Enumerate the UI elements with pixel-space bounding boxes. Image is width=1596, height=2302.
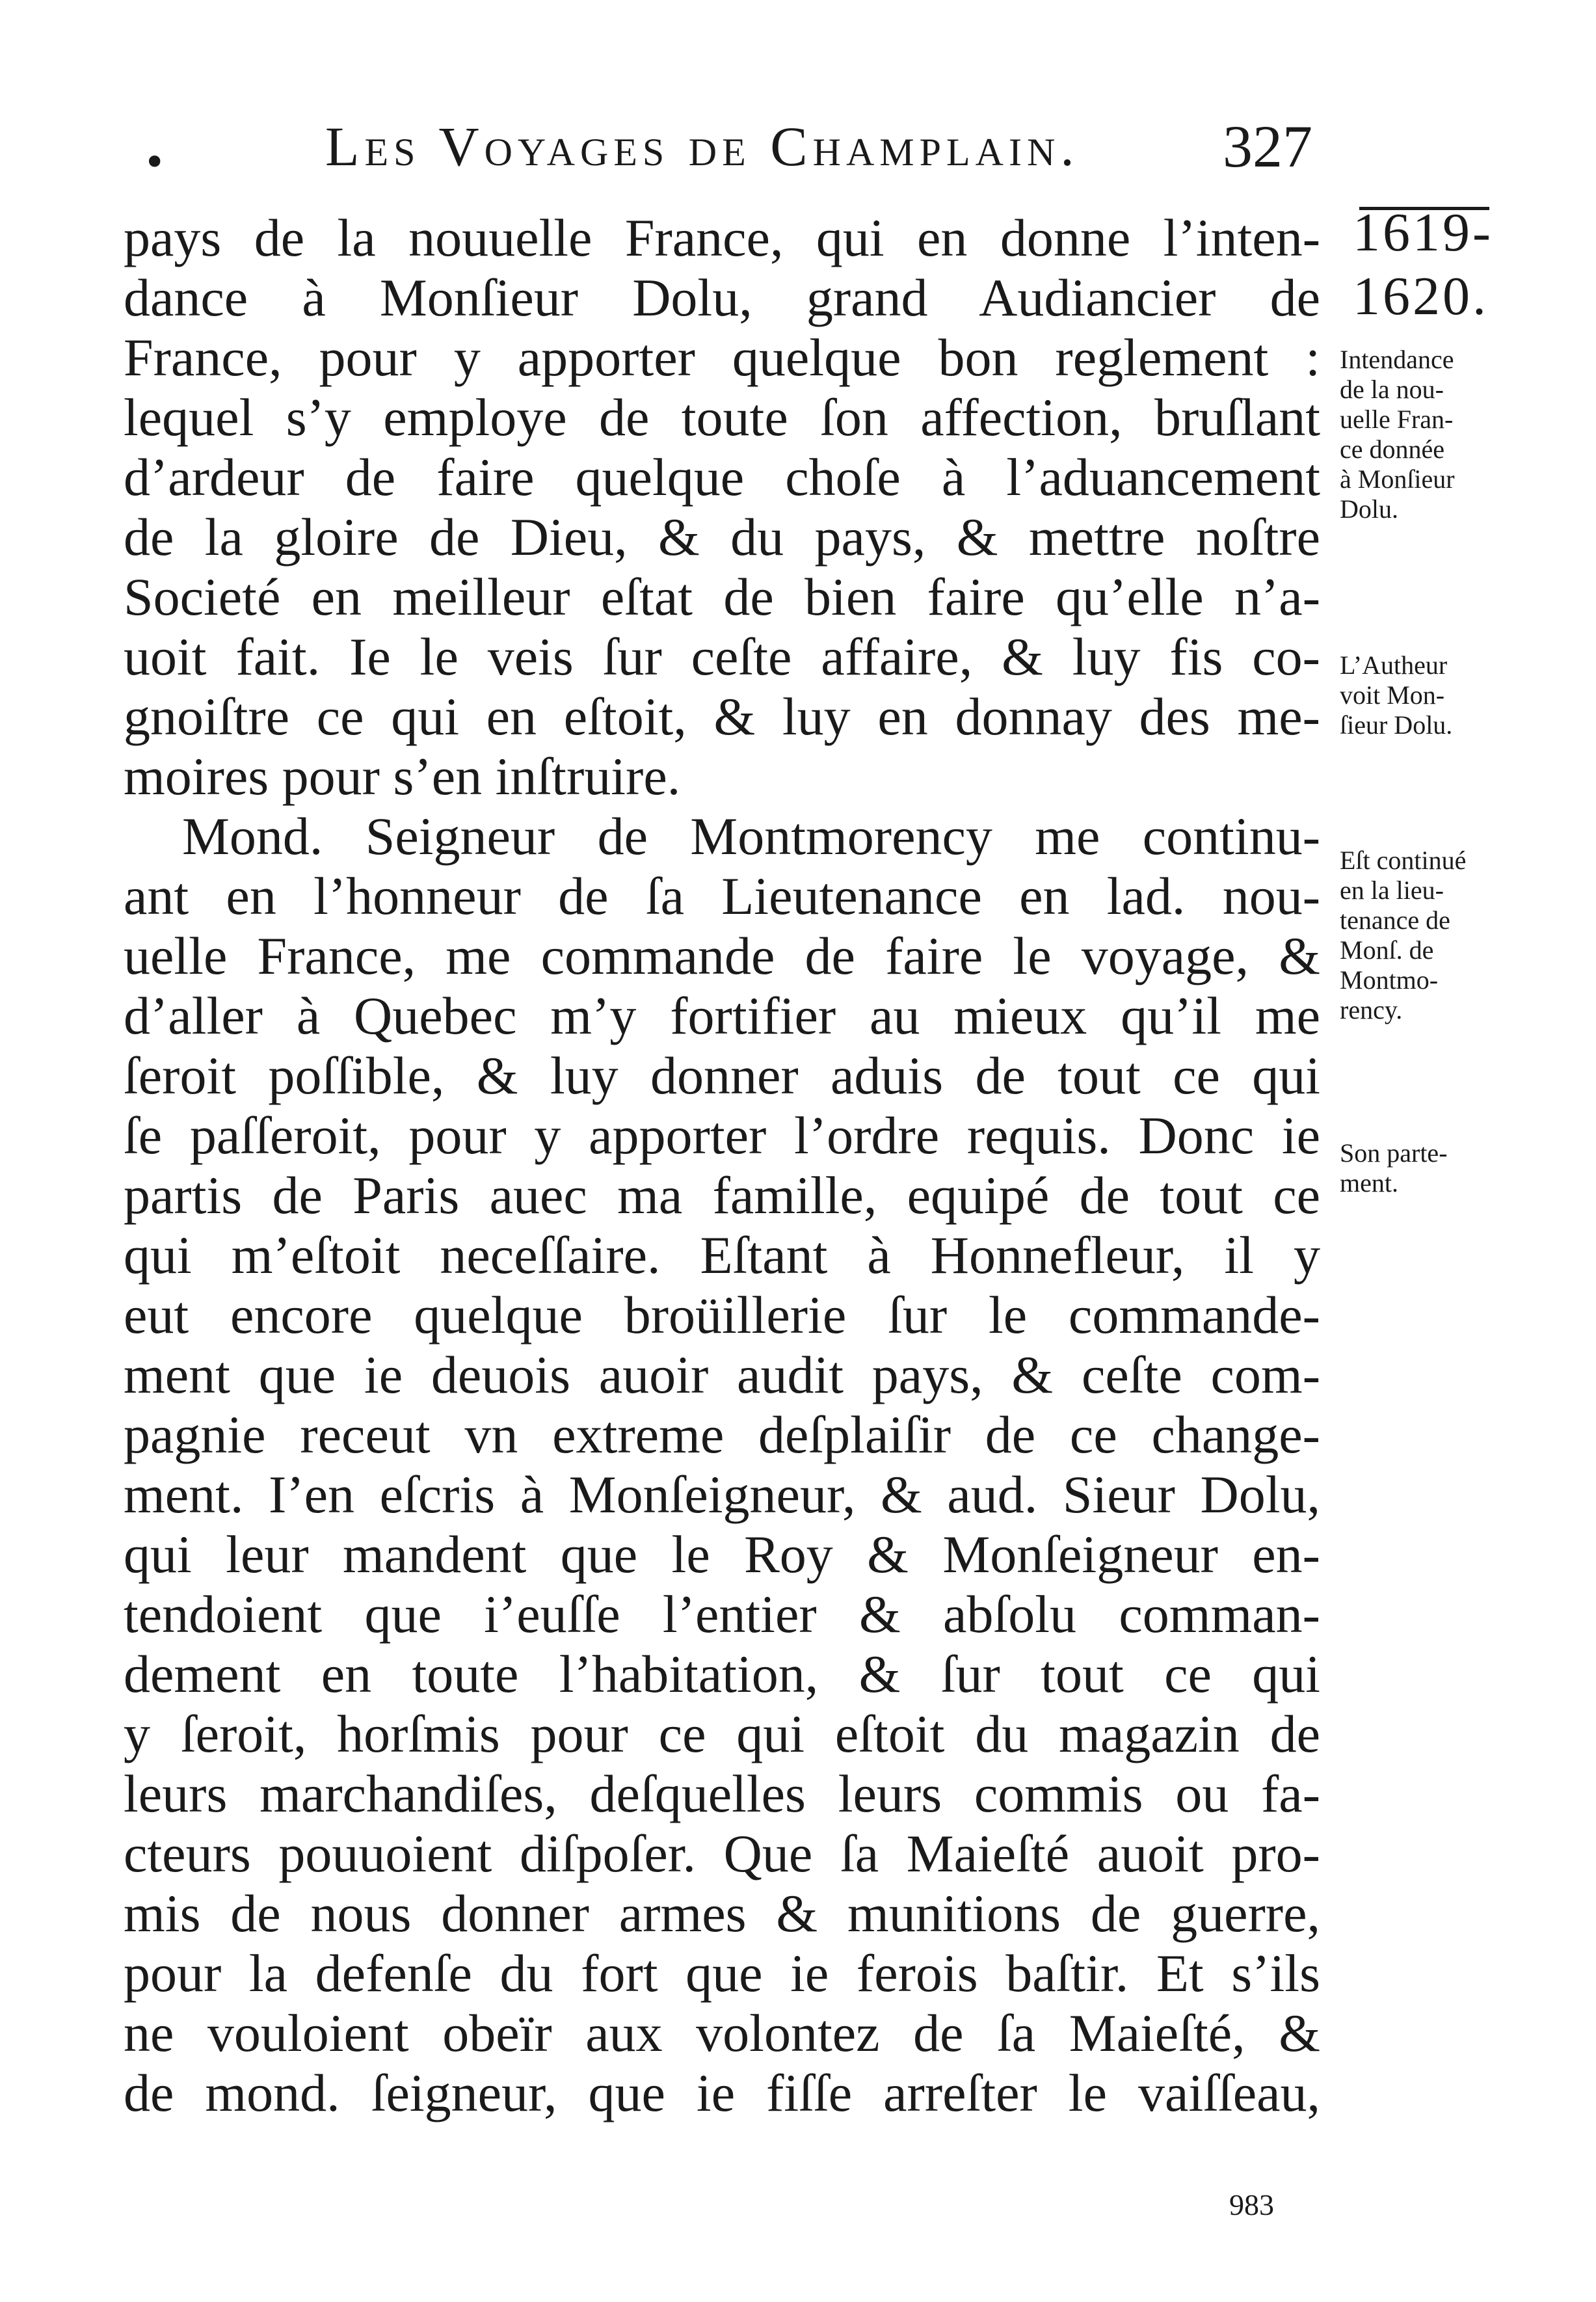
text-line: ne vouloient obeïr aux volontez de ſa Maieſté, &: [124, 2003, 1320, 2063]
text-line: eut encore quelque broüillerie ſur le commande-: [124, 1285, 1320, 1345]
running-header: [124, 111, 1333, 185]
text-line: y ſeroit, horſmis pour ce qui eſtoit du magazin de: [124, 1704, 1320, 1763]
note-line: Eſt continué: [1340, 846, 1467, 875]
note-line: Montmo-: [1340, 965, 1439, 995]
note-line: tenance de: [1340, 905, 1450, 935]
running-title: Les Voyages de Champlain.: [325, 115, 1080, 178]
body-text: [124, 208, 1320, 2123]
note-line: uelle Fran-: [1340, 405, 1454, 434]
text-line: uoit fait. Ie le veis ſur ceſte affaire, & luy fis co-: [124, 627, 1320, 686]
text-line: de mond. ſeigneur, que ie fiſſe arreſter le vaiſſeau,: [124, 2063, 1320, 2122]
note-line: L’Autheur: [1340, 650, 1448, 680]
note-line: à Monſieur: [1340, 464, 1455, 494]
text-line: qui m’eſtoit neceſſaire. Eſtant à Honnefleur, il y: [124, 1225, 1320, 1285]
margin-note-partement: [1340, 1138, 1554, 1198]
text-line: qui leur mandent que le Roy & Monſeigneur en-: [124, 1525, 1320, 1584]
note-line: ſieur Dolu.: [1340, 710, 1453, 740]
note-line: de la nou-: [1340, 375, 1444, 404]
note-line: Son parte-: [1340, 1138, 1448, 1168]
text-line: dance à Monſieur Dolu, grand Audiancier de: [124, 268, 1320, 327]
margin-note-autheur: [1340, 650, 1554, 740]
margin-note-lieutenance: [1340, 846, 1554, 1025]
text-line: d’aller à Quebec m’y fortifier au mieux qu’il me: [124, 986, 1320, 1045]
signature-mark: 983: [1229, 2188, 1274, 2221]
header-mark: •: [143, 140, 166, 185]
note-line: voit Mon-: [1340, 680, 1445, 710]
note-line: ment.: [1340, 1168, 1398, 1198]
text-line: ment que ie deuois auoir audit pays, & ceſte com-: [124, 1345, 1320, 1404]
text-line: ſeroit poſſible, & luy donner aduis de tout ce qui: [124, 1046, 1320, 1105]
text-line: tendoient que i’euſſe l’entier & abſolu comman-: [124, 1585, 1320, 1644]
text-line: leurs marchandiſes, deſquelles leurs commis ou fa-: [124, 1764, 1320, 1823]
text-line: cteurs pouuoient diſpoſer. Que ſa Maieſté auoit pro-: [124, 1824, 1320, 1883]
paragraph-start-line: Mond. Seigneur de Montmorency me continu-: [182, 807, 1320, 866]
text-line: ant en l’honneur de ſa Lieutenance en lad. nou-: [124, 866, 1320, 926]
text-line: Societé en meilleur eſtat de bien faire qu’elle n’a-: [124, 567, 1320, 626]
margin-note-intendance: [1340, 345, 1554, 524]
note-line: Intendance: [1340, 345, 1454, 374]
page-number: 327: [1223, 113, 1312, 180]
text-line: ſe paſſeroit, pour y apporter l’ordre requis. Donc ie: [124, 1106, 1320, 1165]
text-line: gnoiſtre ce qui en eſtoit, & luy en donnay des me-: [124, 687, 1320, 746]
note-line: rency.: [1340, 995, 1403, 1024]
text-line: moires pour s’en inſtruire.: [124, 747, 681, 806]
margin-year-start: 1619-: [1353, 202, 1493, 263]
note-line: Monſ. de: [1340, 935, 1434, 965]
text-line: pagnie receut vn extreme deſplaiſir de ce change-: [124, 1405, 1320, 1464]
text-line: pour la defenſe du fort que ie ferois baſtir. Et s’ils: [124, 1944, 1320, 2003]
note-line: Dolu.: [1340, 494, 1398, 524]
text-line: d’ardeur de faire quelque choſe à l’aduancement: [124, 448, 1320, 507]
text-line: uelle France, me commande de faire le voyage, &: [124, 926, 1320, 985]
note-line: ce donnée: [1340, 435, 1445, 464]
text-line: dement en toute l’habitation, & ſur tout ce qui: [124, 1644, 1320, 1704]
text-line: de la gloire de Dieu, & du pays, & mettre noſtre: [124, 507, 1320, 567]
text-line: mis de nous donner armes & munitions de guerre,: [124, 1884, 1320, 1943]
text-line: France, pour y apporter quelque bon reglement :: [124, 328, 1320, 387]
margin-year-end: 1620.: [1353, 266, 1489, 327]
text-line: lequel s’y employe de toute ſon affection, bruſlant: [124, 388, 1320, 447]
text-line: pays de la nouuelle France, qui en donne l’inten-: [124, 208, 1320, 267]
text-line: ment. I’en eſcris à Monſeigneur, & aud. Sieur Dolu,: [124, 1465, 1320, 1524]
note-line: en la lieu-: [1340, 876, 1444, 905]
text-line: partis de Paris auec ma famille, equipé de tout ce: [124, 1166, 1320, 1225]
